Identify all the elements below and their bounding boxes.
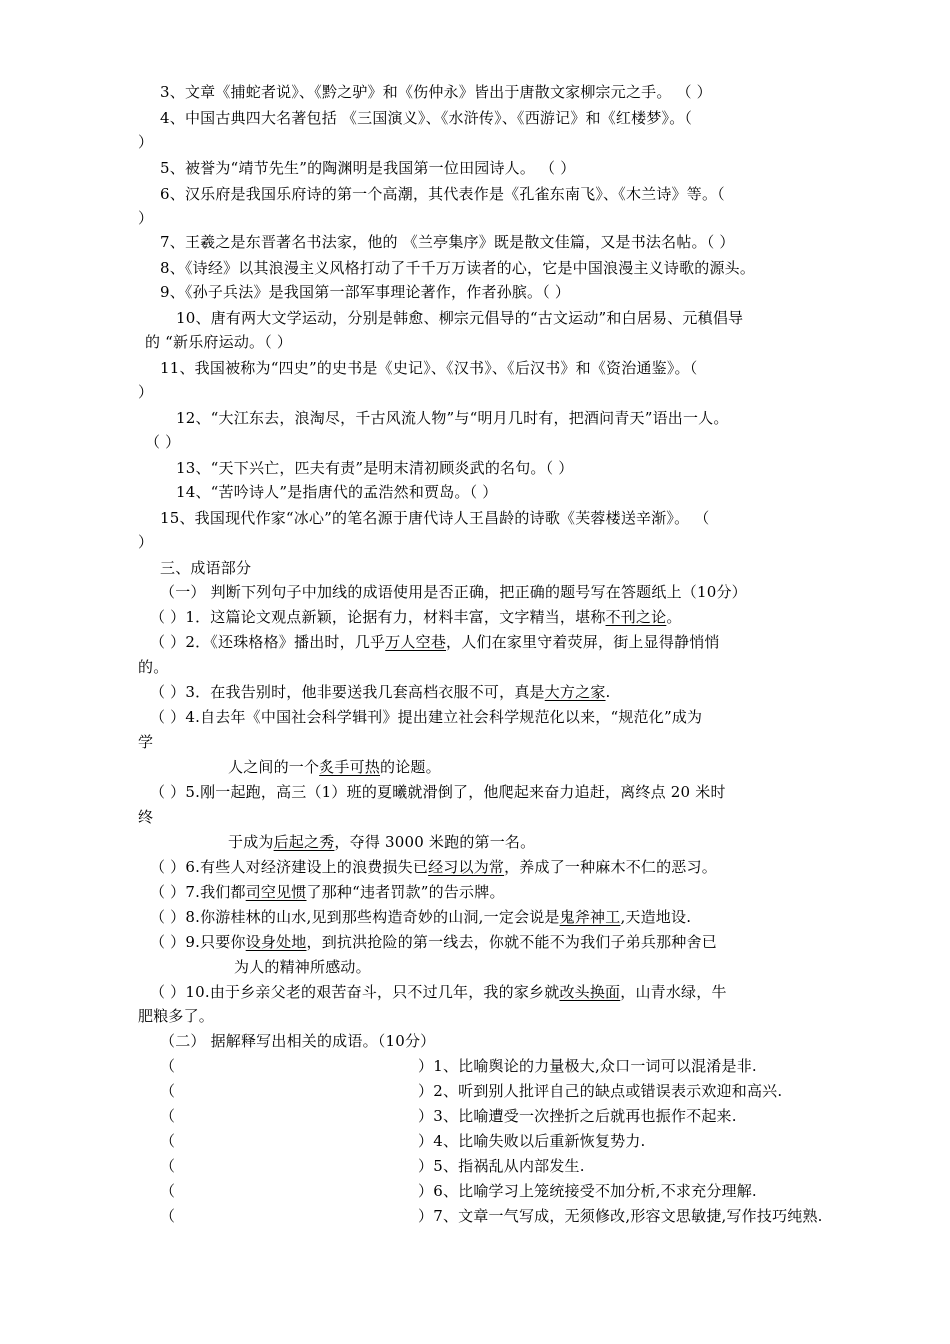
- idiom-item-4-wrap: 学: [138, 733, 154, 751]
- underlined-idiom: 不刊之论: [605, 608, 667, 626]
- idiom-item-9-cont: 为人的精神所感动。: [234, 958, 371, 976]
- judge-q10: 10、唐有两大文学运动，分别是韩愈、柳宗元倡导的“古文运动”和白居易、元稹倡导: [176, 309, 744, 327]
- judge-q3: 3、文章《捕蛇者说》、《黔之驴》和《伤仲永》皆出于唐散文家柳宗元之手。 （ ）: [160, 83, 712, 101]
- judge-q5: 5、被誉为“靖节先生”的陶渊明是我国第一位田园诗人。 （ ）: [160, 159, 576, 177]
- definition-2: （ ）2、听到别人批评自己的缺点或错误表示欢迎和高兴.: [160, 1082, 783, 1100]
- part2-title: （二） 据解释写出相关的成语。（10分）: [160, 1032, 436, 1050]
- idiom-item-2: （ ）2．《还珠格格》播出时，几乎万人空巷，人们在家里守着荧屏，街上显得静悄悄: [150, 633, 720, 651]
- underlined-idiom: 鬼斧神工: [559, 908, 621, 926]
- underlined-idiom: 改头换面: [559, 983, 621, 1001]
- judge-q10-wrap: 的 “新乐府运动。（ ）: [145, 333, 293, 351]
- idiom-item-5-wrap: 终: [138, 808, 154, 826]
- judge-q6: 6、汉乐府是我国乐府诗的第一个高潮，其代表作是《孔雀东南飞》、《木兰诗》等。（: [160, 185, 725, 203]
- part1-title: （一） 判断下列句子中加线的成语使用是否正确，把正确的题号写在答题纸上（10分）: [160, 583, 747, 601]
- definition-5: （ ）5、指祸乱从内部发生.: [160, 1157, 585, 1175]
- judge-q4: 4、中国古典四大名著包括 《三国演义》、《水浒传》、《西游记》和《红楼梦》。（: [160, 109, 693, 127]
- idiom-item-5-cont: 于成为后起之秀，夺得 3000 米跑的第一名。: [228, 833, 536, 851]
- judge-q11-end: ）: [138, 383, 154, 401]
- idiom-item-2-wrap: 的。: [138, 658, 169, 676]
- underlined-idiom: 设身处地: [245, 933, 307, 951]
- judge-q14: 14、“苦吟诗人”是指唐代的孟浩然和贾岛。（ ）: [176, 483, 498, 501]
- judge-q6-end: ）: [138, 209, 154, 227]
- idiom-item-6: （ ）6.有些人对经济建设上的浪费损失已经习以为常，养成了一种麻木不仁的恶习。: [150, 858, 717, 876]
- definition-1: （ ）1、比喻舆论的力量极大,众口一词可以混淆是非.: [160, 1057, 757, 1075]
- section-title: 三、成语部分: [160, 559, 252, 577]
- definition-7: （ ）7、文章一气写成，无须修改,形容文思敏捷,写作技巧纯熟.: [160, 1207, 823, 1225]
- judge-q15-end: ）: [138, 533, 154, 551]
- judge-q15: 15、我国现代作家“冰心”的笔名源于唐代诗人王昌龄的诗歌《芙蓉楼送辛渐》。 （: [160, 509, 710, 527]
- judge-q13: 13、“天下兴亡，匹夫有责”是明末清初顾炎武的名句。（ ）: [176, 459, 574, 477]
- judge-q9: 9、《孙子兵法》是我国第一部军事理论著作，作者孙膑。（ ）: [160, 283, 571, 301]
- idiom-item-4-cont: 人之间的一个炙手可热的论题。: [228, 758, 441, 776]
- judge-q11: 11、我国被称为“四史”的史书是《史记》、《汉书》、《后汉书》和《资治通鉴》。（: [160, 359, 698, 377]
- idiom-item-5: （ ）5.刚一起跑，高三（1）班的夏曦就滑倒了，他爬起来奋力追赶，离终点 20 米时: [150, 783, 726, 801]
- judge-q12: 12、“大江东去，浪淘尽，千古风流人物”与“明月几时有，把酒问青天”语出一人。: [176, 409, 729, 427]
- definition-3: （ ）3、比喻遭受一次挫折之后就再也振作不起来.: [160, 1107, 737, 1125]
- idiom-item-10-wrap: 肥粮多了。: [138, 1007, 215, 1025]
- underlined-idiom: 炙手可热: [319, 758, 381, 776]
- judge-q7: 7、王羲之是东晋著名书法家，他的 《兰亭集序》既是散文佳篇，又是书法名帖。（ ）: [160, 233, 735, 251]
- definition-4: （ ）4、比喻失败以后重新恢复势力.: [160, 1132, 646, 1150]
- idiom-item-4: （ ）4.自去年《中国社会科学辑刊》提出建立社会科学规范化以来，“规范化”成为: [150, 708, 703, 726]
- idiom-item-7: （ ）7.我们都司空见惯了那种“违者罚款”的告示牌。: [150, 883, 505, 901]
- underlined-idiom: 后起之秀: [273, 833, 335, 851]
- idiom-item-3: （ ）3．在我告别时，他非要送我几套高档衣服不可，真是大方之家.: [150, 683, 611, 701]
- judge-q8: 8、《诗经》以其浪漫主义风格打动了千千万万读者的心，它是中国浪漫主义诗歌的源头。: [160, 259, 756, 277]
- underlined-idiom: 万人空巷: [385, 633, 447, 651]
- underlined-idiom: 经习以为常: [428, 858, 505, 876]
- judge-q4-end: ）: [138, 133, 154, 151]
- idiom-item-8: （ ）8.你游桂林的山水,见到那些构造奇妙的山洞,一定会说是鬼斧神工,天造地设.: [150, 908, 692, 926]
- idiom-item-1: （ ）1．这篇论文观点新颖，论据有力，材料丰富，文字精当，堪称不刊之论。: [150, 608, 682, 626]
- idiom-item-9: （ ）9.只要你设身处地，到抗洪抢险的第一线去，你就不能不为我们子弟兵那种舍已: [150, 933, 717, 951]
- judge-q12-wrap: （ ）: [145, 433, 181, 451]
- underlined-idiom: 司空见惯: [245, 883, 307, 901]
- definition-6: （ ）6、比喻学习上笼统接受不加分析,不求充分理解.: [160, 1182, 757, 1200]
- underlined-idiom: 大方之家: [544, 683, 606, 701]
- idiom-item-10: （ ）10.由于乡亲父老的艰苦奋斗，只不过几年，我的家乡就改头换面，山青水绿，牛: [150, 983, 727, 1001]
